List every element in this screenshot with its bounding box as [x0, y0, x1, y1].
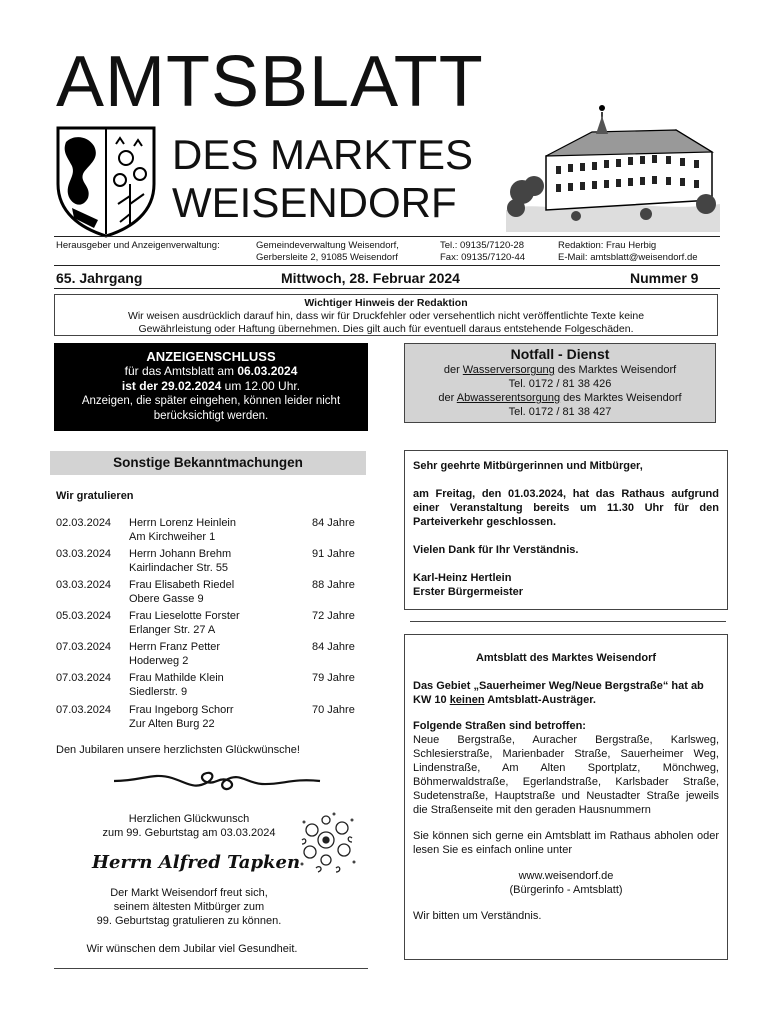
masthead-subtitle-line1: DES MARKTES	[172, 131, 474, 178]
emergency-sewage-link: Abwasserentsorgung	[456, 392, 561, 404]
townhall-body: am Freitag, den 01.03.2024, hat das Rathaus aufgrund einer Veranstaltung bereits um 11.30 Uhr für den Parteiverkehr geschlossen.	[413, 488, 719, 528]
birthday99-line5: 99. Geburtstag gratulieren zu können.	[96, 915, 282, 927]
delivery-notice-intro	[413, 679, 719, 707]
editorial-notice-box	[54, 294, 718, 336]
emergency-service-box	[404, 343, 716, 423]
jubilee-wishes: Den Jubilaren unsere herzlichsten Glückwünsche!	[56, 744, 300, 756]
birthday-date: 02.03.2024	[56, 517, 112, 529]
birthday-name: Frau Ingeborg Schorr	[129, 704, 234, 716]
emergency-sewage-line	[405, 391, 715, 405]
masthead-subtitle-line2: WEISENDORF	[172, 179, 457, 226]
birthday-name: Herrn Franz Petter	[129, 641, 221, 653]
delivery-website-link[interactable]: www.weisendorf.de	[518, 870, 614, 882]
emergency-water-link: Wasserversorgung	[462, 364, 555, 376]
townhall-signer-title: Erster Bürgermeister	[413, 586, 524, 598]
castle-illustration-icon	[506, 92, 720, 232]
birthday-entry	[56, 671, 364, 701]
birthday-age: 91 Jahre	[312, 548, 355, 560]
ad-deadline-box	[54, 343, 368, 431]
emergency-water-pre: der	[443, 364, 463, 376]
congratulations-title: Wir gratulieren	[56, 490, 134, 502]
header-rule-bottom	[54, 288, 720, 289]
coat-of-arms-icon	[54, 124, 158, 238]
header-rule-top	[54, 236, 720, 237]
birthday-date: 03.03.2024	[56, 548, 112, 560]
birthday-entry	[56, 640, 364, 670]
ad-deadline-line2	[54, 379, 368, 394]
birthday-address: Kairlindacher Str. 55	[129, 562, 229, 574]
birthday-address: Am Kirchweiher 1	[129, 531, 216, 543]
birthday-date: 03.03.2024	[56, 579, 112, 591]
birthday-age: 70 Jahre	[312, 704, 355, 716]
emergency-water-line	[405, 363, 715, 377]
imprint-fax: Fax: 09135/7120-44	[440, 252, 526, 263]
birthday-address: Hoderweg 2	[129, 655, 189, 667]
birthday-name: Herrn Johann Brehm	[129, 548, 232, 560]
ad-deadline-title: ANZEIGENSCHLUSS	[146, 349, 276, 364]
ornament-divider-icon	[112, 768, 322, 794]
emergency-sewage-pre: der	[438, 392, 457, 404]
left-column-end-rule	[54, 968, 368, 969]
delivery-pickup-text: Sie können sich gerne ein Amtsblatt im Rathaus abholen oder lesen Sie es einfach online unter	[413, 830, 719, 856]
birthday-name: Frau Mathilde Klein	[129, 672, 224, 684]
emergency-service-title: Notfall - Dienst	[510, 346, 610, 362]
delivery-closing: Wir bitten um Verständnis.	[413, 910, 542, 922]
flower-bouquet-icon	[296, 810, 360, 876]
birthday99-line2: zum 99. Geburtstag am 03.03.2024	[102, 827, 276, 839]
delivery-intro-underlined: keinen	[449, 694, 485, 706]
townhall-greeting: Sehr geehrte Mitbürgerinnen und Mitbürger,	[413, 460, 643, 472]
birthday-age: 84 Jahre	[312, 517, 355, 529]
birthday99-line1: Herzlichen Glückwunsch	[128, 813, 250, 825]
ad-deadline-time: um 12.00 Uhr.	[221, 379, 301, 393]
delivery-website-path: (Bürgerinfo - Amtsblatt)	[509, 884, 623, 896]
birthday-date: 07.03.2024	[56, 672, 112, 684]
header-rule-middle	[54, 265, 720, 266]
imprint-email[interactable]: E-Mail: amtsblatt@weisendorf.de	[558, 252, 698, 263]
birthday-name: Frau Lieselotte Forster	[129, 610, 240, 622]
emergency-water-tel: Tel. 0172 / 81 38 426	[508, 378, 612, 390]
townhall-signer: Karl-Heinz Hertlein	[413, 572, 512, 584]
birthday-address: Obere Gasse 9	[129, 593, 204, 605]
birthday-address: Zur Alten Burg 22	[129, 718, 215, 730]
birthday99-message	[54, 886, 324, 928]
emergency-sewage-tel: Tel. 0172 / 81 38 427	[508, 406, 612, 418]
issue-volume: 65. Jahrgang	[56, 270, 143, 286]
birthday99-line4: seinem ältesten Mitbürger zum	[113, 901, 265, 913]
birthday-entry	[56, 609, 364, 639]
birthday-entry	[56, 703, 364, 733]
townhall-thanks: Vielen Dank für Ihr Verständnis.	[413, 544, 579, 556]
ad-deadline-line3: Anzeigen, die später eingehen, können leider nicht	[81, 395, 341, 407]
delivery-streets-list: Neue Bergstraße, Auracher Bergstraße, Karlsweg, Schlesierstraße, Marienbader Straße, Sauerheimer Weg, Lindenstraße, Am Alten Sportplatz, Mönchweg, Böhmerwaldstraße, Egerlandstraße, Karlsbader Straße, Sudetenstraße, Hauptstraße und Neustadter Straße jeweils die Straßenseite mit den geraden Hausnummern	[413, 734, 719, 816]
birthday-age: 72 Jahre	[312, 610, 355, 622]
ad-deadline-issue-date: 06.03.2024	[237, 364, 298, 378]
delivery-notice-box	[404, 634, 728, 960]
ad-deadline-line1	[54, 364, 368, 379]
ad-deadline-date: 29.02.2024	[161, 379, 222, 393]
delivery-intro-text: Das Gebiet „Sauerheimer Weg/Neue Bergstraße“ hat ab KW 10	[413, 680, 704, 706]
birthday99-honoree-name: Herrn Alfred Tapken	[92, 852, 301, 873]
birthday-age: 84 Jahre	[312, 641, 355, 653]
delivery-intro-post: Amtsblatt-Austräger.	[484, 694, 596, 706]
issue-number: Nummer 9	[630, 270, 699, 286]
editorial-notice-line1: Wir weisen ausdrücklich darauf hin, dass wir für Druckfehler oder versehentlich nicht veröffentlichte Texte keine	[127, 310, 645, 322]
imprint-editor-name: Redaktion: Frau Herbig	[558, 240, 657, 251]
imprint-address	[256, 240, 399, 264]
delivery-streets-title: Folgende Straßen sind betroffen:	[413, 720, 586, 732]
townhall-closure-box	[404, 450, 728, 610]
ad-deadline-line4: berücksichtigt werden.	[153, 410, 269, 422]
ad-deadline-line1-text: für das Amtsblatt am	[124, 364, 238, 378]
right-column-rule	[410, 621, 726, 622]
emergency-sewage-post: des Marktes Weisendorf	[560, 392, 682, 404]
birthday-address: Siedlerstr. 9	[129, 686, 188, 698]
imprint-publisher: Herausgeber und Anzeigenverwaltung:	[56, 240, 220, 251]
birthday-entry	[56, 578, 364, 608]
birthday-age: 79 Jahre	[312, 672, 355, 684]
imprint-editor	[558, 240, 698, 264]
birthday-name: Frau Elisabeth Riedel	[129, 579, 235, 591]
issue-date: Mittwoch, 28. Februar 2024	[281, 270, 460, 286]
imprint-address-line2: Gerbersleite 2, 91085 Weisendorf	[256, 252, 398, 263]
delivery-notice-title: Amtsblatt des Marktes Weisendorf	[475, 652, 657, 664]
ad-deadline-line2-text: ist der	[121, 379, 162, 393]
imprint-phone: Tel.: 09135/7120-28	[440, 240, 524, 251]
imprint-contact	[440, 240, 525, 264]
birthday-address: Erlanger Str. 27 A	[129, 624, 216, 636]
birthday99-line6: Wir wünschen dem Jubilar viel Gesundheit.	[86, 943, 298, 955]
birthday99-greeting	[54, 812, 324, 840]
editorial-notice-line2: Gewährleistung oder Haftung übernehmen. Dies gilt auch für eventuell daraus entstehende Folgeschäden.	[138, 323, 634, 335]
imprint-address-line1: Gemeindeverwaltung Weisendorf,	[256, 240, 399, 251]
birthday-entry	[56, 547, 364, 577]
birthday-entry	[56, 516, 364, 546]
birthday-age: 88 Jahre	[312, 579, 355, 591]
birthday-date: 07.03.2024	[56, 704, 112, 716]
editorial-notice-title: Wichtiger Hinweis der Redaktion	[304, 297, 468, 309]
birthday99-line3: Der Markt Weisendorf freut sich,	[110, 887, 268, 899]
section-heading: Sonstige Bekanntmachungen	[50, 451, 366, 475]
emergency-water-post: des Marktes Weisendorf	[554, 364, 677, 376]
birthday-name: Herrn Lorenz Heinlein	[129, 517, 236, 529]
birthday-date: 07.03.2024	[56, 641, 112, 653]
masthead-title: AMTSBLATT	[56, 42, 484, 122]
birthday-date: 05.03.2024	[56, 610, 112, 622]
